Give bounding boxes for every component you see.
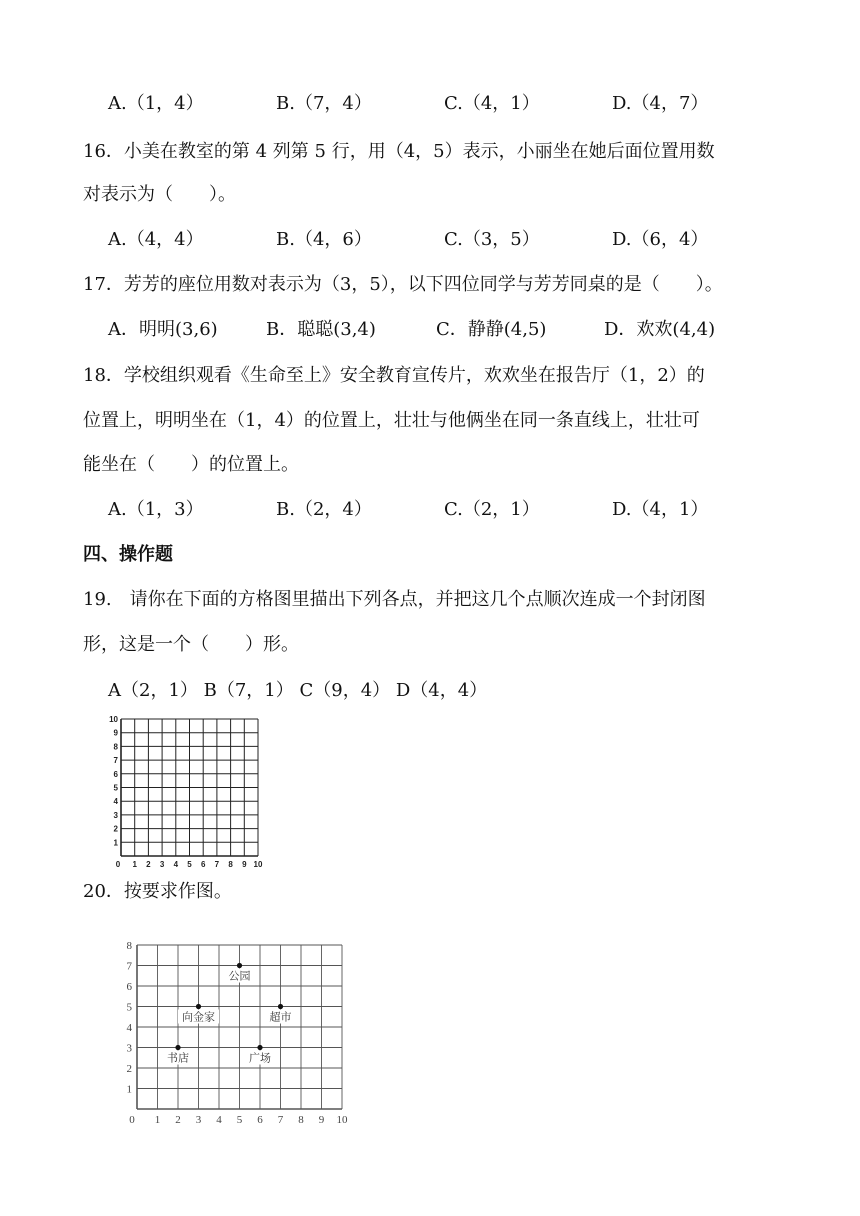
x-tick-label: 4 (216, 1114, 222, 1126)
y-tick-label: 9 (113, 728, 118, 738)
y-tick-label: 2 (126, 1063, 132, 1075)
q17-option-b[interactable]: B．聪聪(3,4) (266, 319, 376, 340)
q19-grid[interactable] (100, 708, 285, 868)
q17-options (108, 318, 772, 342)
place-point (237, 963, 242, 968)
q16-options (108, 228, 780, 252)
q15-option-d[interactable]: D.（4，7） (612, 93, 709, 114)
x-tick-label: 5 (187, 860, 192, 868)
place-point (257, 1045, 262, 1050)
y-tick-label: 3 (126, 1042, 132, 1055)
x-tick-label: 6 (257, 1114, 263, 1126)
q16-option-a[interactable]: A.（4，4） (108, 229, 204, 250)
q18-text-line1: 18．学校组织观看《生命至上》安全教育宣传片，欢欢坐在报告厅（1，2）的 (83, 365, 705, 386)
x-tick-label: 7 (214, 860, 220, 868)
q20-grid[interactable] (115, 925, 360, 1130)
x-tick-label: 3 (195, 1114, 202, 1126)
y-tick-label: 8 (126, 940, 132, 952)
x-tick-label: 1 (132, 860, 137, 868)
x-tick-label: 2 (175, 1114, 181, 1126)
q16-text-line1: 16．小美在教室的第 4 列第 5 行，用（4，5）表示，小丽坐在她后面位置用数 (83, 141, 715, 162)
y-tick-label: 2 (113, 824, 118, 834)
q15-option-a[interactable]: A.（1，4） (108, 93, 204, 114)
q15-option-c[interactable]: C.（4，1） (444, 93, 540, 114)
x-tick-label: 5 (236, 1114, 243, 1126)
x-tick-label: 10 (253, 860, 263, 868)
q17-option-c[interactable]: C．静静(4,5) (436, 319, 547, 340)
place-label: 书店 (167, 1052, 189, 1065)
y-tick-label: 3 (113, 810, 118, 820)
place-label: 超市 (269, 1011, 292, 1024)
place-label: 公园 (228, 970, 251, 983)
x-tick-label: 8 (298, 1114, 304, 1126)
q18-option-d[interactable]: D.（4，1） (612, 499, 709, 520)
x-tick-label: 7 (277, 1114, 284, 1126)
x-tick-label: 3 (159, 860, 165, 868)
y-tick-label: 10 (109, 715, 118, 724)
q19-text-line1: 19. 请你在下面的方格图里描出下列各点，并把这几个点顺次连成一个封闭图 (83, 589, 706, 610)
y-tick-label: 7 (126, 960, 132, 973)
x-tick-label: 0 (129, 1114, 135, 1126)
y-tick-label: 8 (113, 742, 118, 752)
x-tick-label: 4 (173, 860, 179, 868)
place-label: 向金家 (182, 1011, 215, 1024)
q16-option-c[interactable]: C.（3，5） (444, 229, 540, 250)
q17-option-a[interactable]: A．明明(3,6) (108, 319, 218, 340)
q18-text-line3: 能坐在（ ）的位置上。 (83, 454, 299, 475)
q19-points: A（2，1） B（7，1） C（9，4） D（4，4） (108, 680, 488, 701)
y-tick-label: 5 (113, 783, 118, 793)
x-tick-label: 0 (115, 860, 121, 868)
q20-text-line1: 20．按要求作图。 (83, 881, 232, 902)
q16-option-b[interactable]: B.（4，6） (276, 229, 372, 250)
q17-text-line1: 17．芳芳的座位用数对表示为（3，5），以下四位同学与芳芳同桌的是（ ）。 (83, 274, 723, 295)
q18-text-line2: 位置上，明明坐在（1，4）的位置上，壮壮与他俩坐在同一条直线上，壮壮可 (83, 410, 700, 431)
section-heading: 四、操作题 (83, 544, 173, 565)
y-tick-label: 6 (126, 981, 132, 993)
y-tick-label: 7 (113, 756, 118, 766)
place-point (196, 1004, 201, 1009)
place-label: 广场 (249, 1052, 271, 1065)
y-tick-label: 5 (126, 1001, 132, 1014)
q18-option-a[interactable]: A.（1，3） (108, 499, 204, 520)
place-point (175, 1045, 180, 1050)
x-tick-label: 1 (154, 1114, 161, 1126)
x-tick-label: 10 (336, 1114, 348, 1126)
y-tick-label: 1 (126, 1083, 132, 1096)
x-tick-label: 9 (242, 860, 247, 868)
place-point (278, 1004, 283, 1009)
x-tick-label: 6 (200, 860, 206, 868)
y-tick-label: 6 (113, 769, 118, 779)
q16-option-d[interactable]: D.（6，4） (612, 229, 709, 250)
x-tick-label: 9 (318, 1114, 325, 1126)
q18-option-c[interactable]: C.（2，1） (444, 499, 540, 520)
q18-option-b[interactable]: B.（2，4） (276, 499, 372, 520)
q19-text-line2: 形，这是一个（ ）形。 (83, 634, 299, 655)
q15-option-b[interactable]: B.（7，4） (276, 93, 372, 114)
y-tick-label: 4 (113, 797, 118, 807)
q16-text-line2: 对表示为（ ）。 (83, 184, 236, 205)
x-tick-label: 2 (146, 860, 151, 868)
y-tick-label: 4 (126, 1022, 132, 1034)
q15-options (108, 92, 780, 116)
y-tick-label: 1 (113, 838, 118, 848)
q17-option-d[interactable]: D．欢欢(4,4) (604, 319, 716, 340)
q18-options (108, 498, 780, 522)
x-tick-label: 8 (228, 860, 233, 868)
